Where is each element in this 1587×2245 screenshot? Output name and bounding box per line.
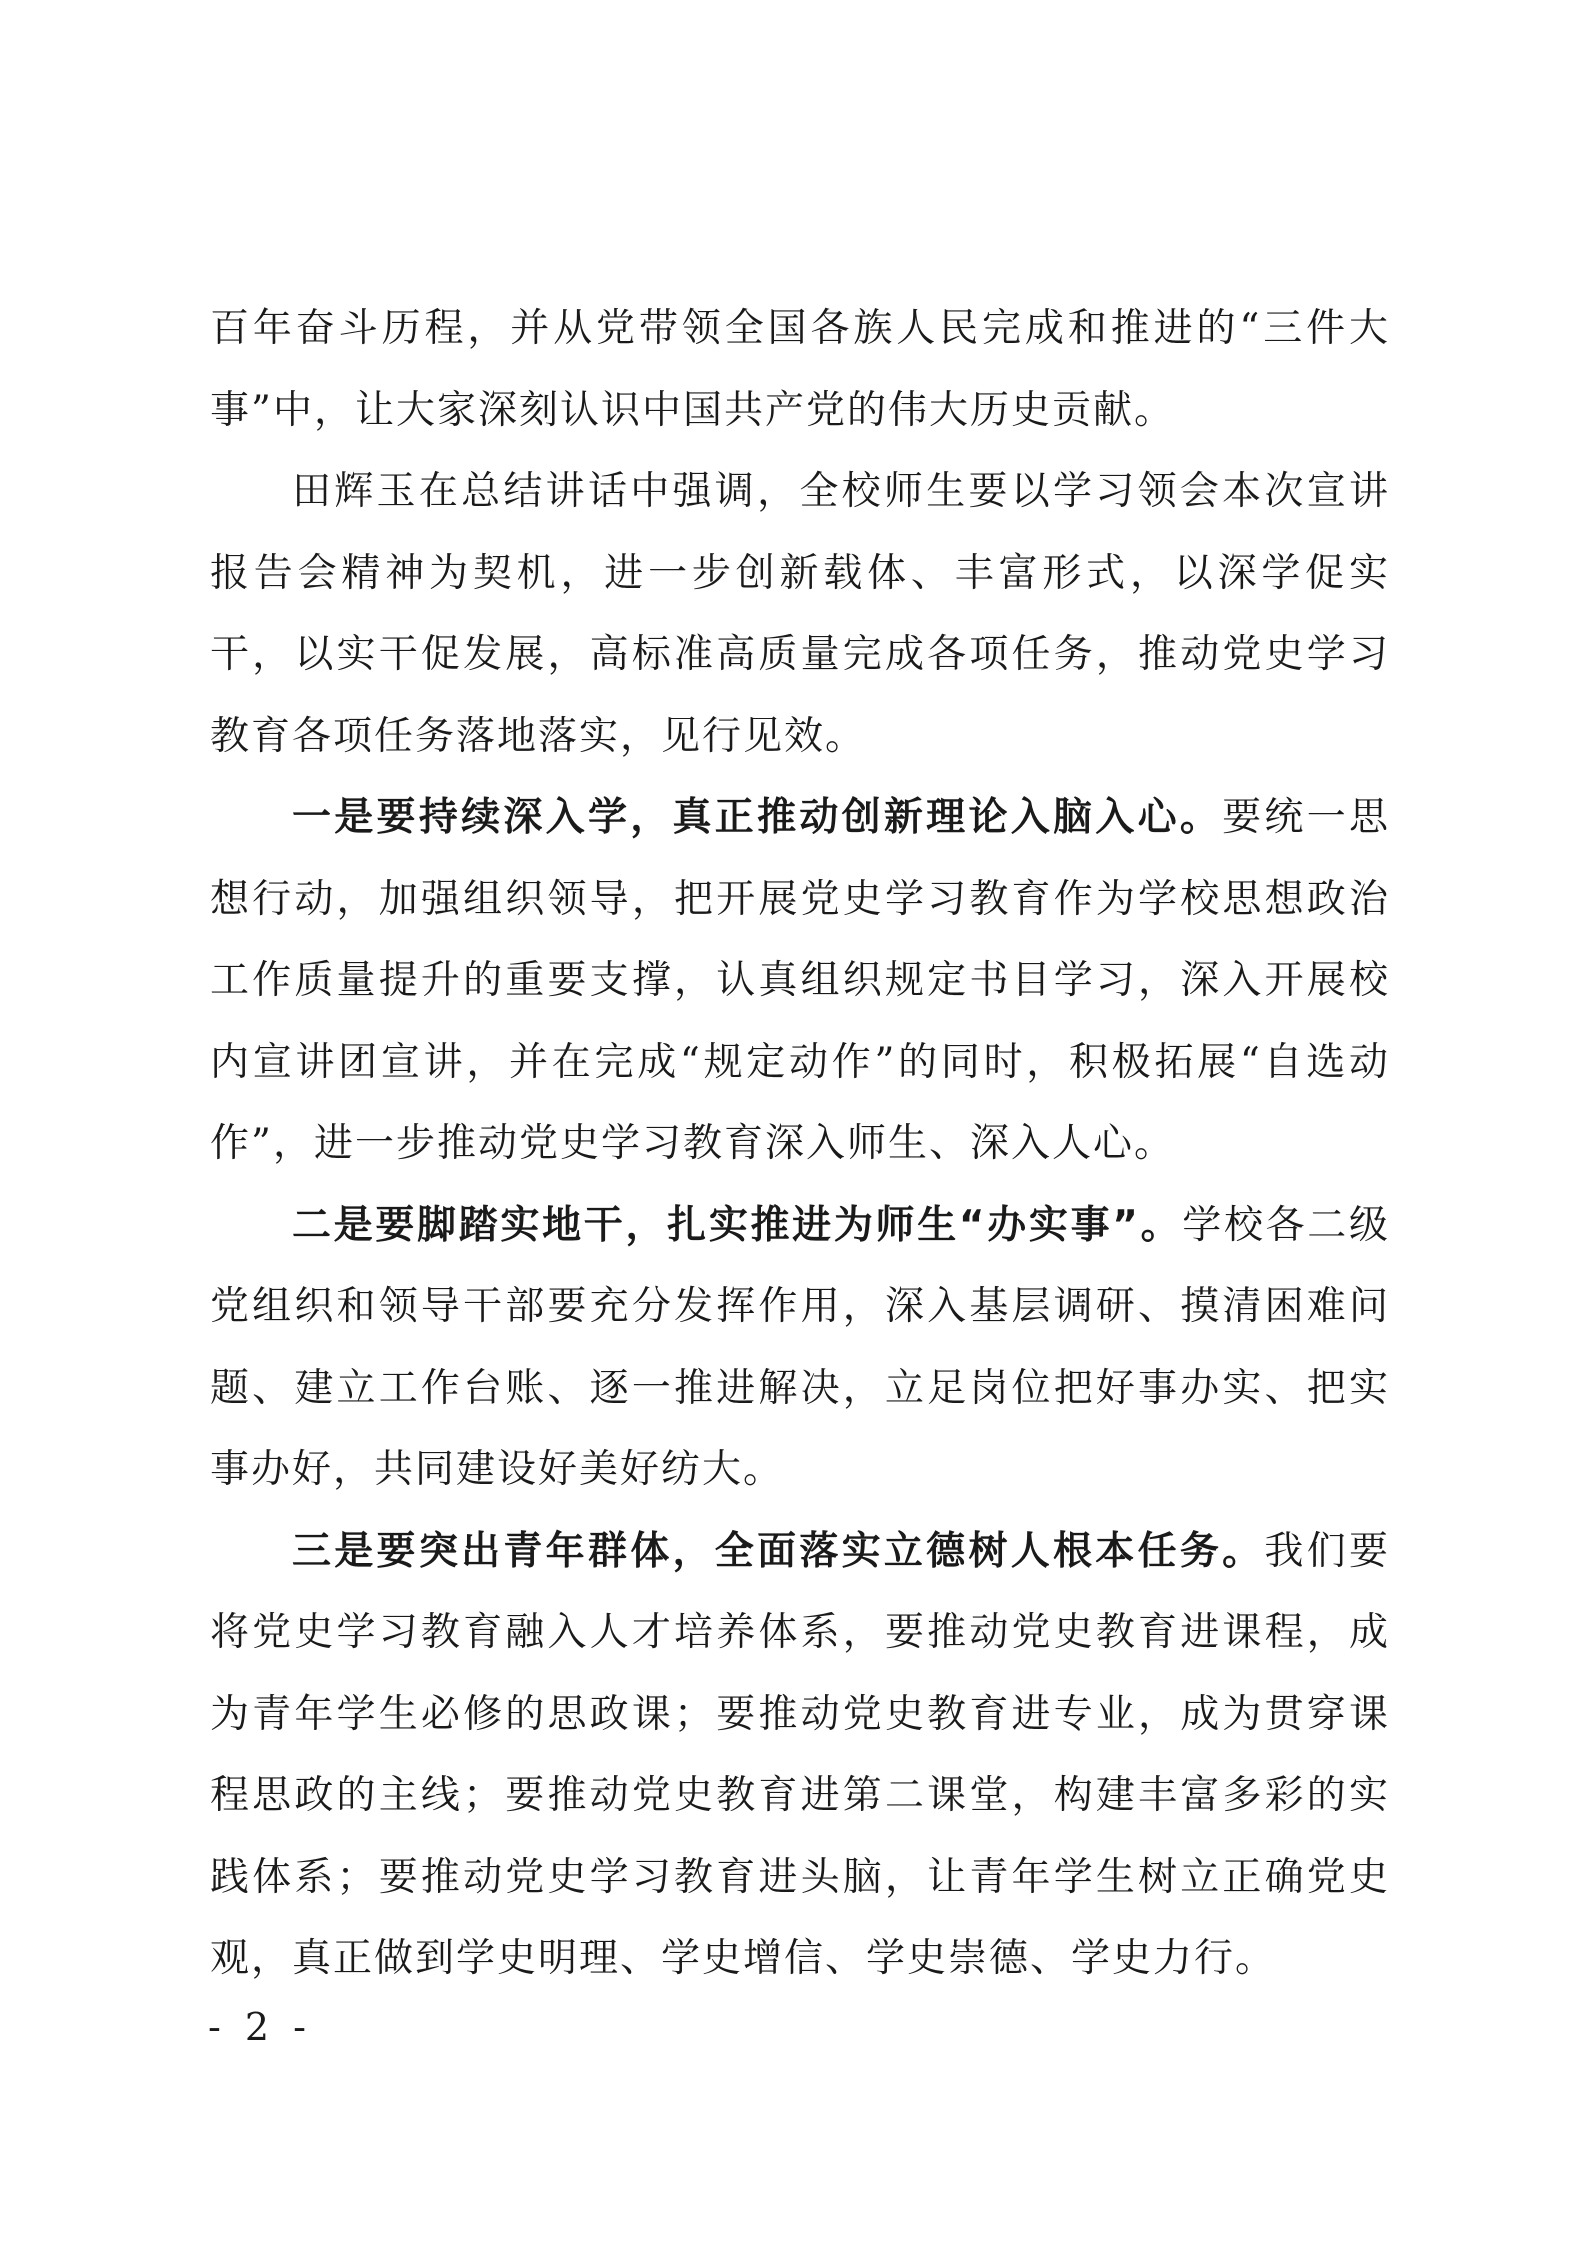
paragraph-point-two bbox=[210, 1185, 1390, 1511]
paragraph-lead: 一是要持续深入学，真正推动创新理论入脑入心。 bbox=[292, 795, 1223, 840]
paragraph-text: 我们要将党史学习教育融入人才培养体系，要推动党史教育进课程，成为青年学生必修的思政课；要推动党史教育进专业，成为贯穿课程思政的主线；要推动党史教育进第二课堂，构建丰富多彩的实践体系；要推动党史学习教育进头脑，让青年学生树立正确党史观，真正做到学史明理、学史增信、学史崇德、学史力行。 bbox=[210, 1528, 1390, 1981]
paragraph-summary-speech bbox=[210, 451, 1390, 777]
page-number: - 2 - bbox=[208, 2005, 313, 2049]
paragraph-lead: 三是要突出青年群体，全面落实立德树人根本任务。 bbox=[292, 1528, 1265, 1574]
paragraph-text: 田辉玉在总结讲话中强调，全校师生要以学习领会本次宣讲报告会精神为契机，进一步创新载体、丰富形式，以深学促实干，以实干促发展，高标准高质量完成各项任务，推动党史学习教育各项任务落地落实，见行见效。 bbox=[210, 469, 1390, 759]
paragraph-point-three bbox=[210, 1511, 1390, 2000]
paragraph-text: 要统一思想行动，加强组织领导，把开展党史学习教育作为学校思想政治工作质量提升的重要支撑，认真组织规定书目学习，深入开展校内宣讲团宣讲，并在完成“规定动作”的同时，积极拓展“自选动作”，进一步推动党史学习教育深入师生、深入人心。 bbox=[210, 795, 1390, 1166]
paragraph-continuation bbox=[210, 288, 1390, 451]
paragraph-point-one bbox=[210, 777, 1390, 1185]
paragraph-lead: 二是要脚踏实地干，扎实推进为师生“办实事”。 bbox=[292, 1202, 1183, 1248]
paragraph-text: 百年奋斗历程，并从党带领全国各族人民完成和推进的“三件大事”中，让大家深刻认识中国共产党的伟大历史贡献。 bbox=[210, 306, 1390, 433]
document-body bbox=[210, 288, 1390, 2000]
paragraph-text: 学校各二级党组织和领导干部要充分发挥作用，深入基层调研、摸清困难问题、建立工作台账、逐一推进解决，立足岗位把好事办实、把实事办好，共同建设好美好纺大。 bbox=[210, 1202, 1390, 1492]
